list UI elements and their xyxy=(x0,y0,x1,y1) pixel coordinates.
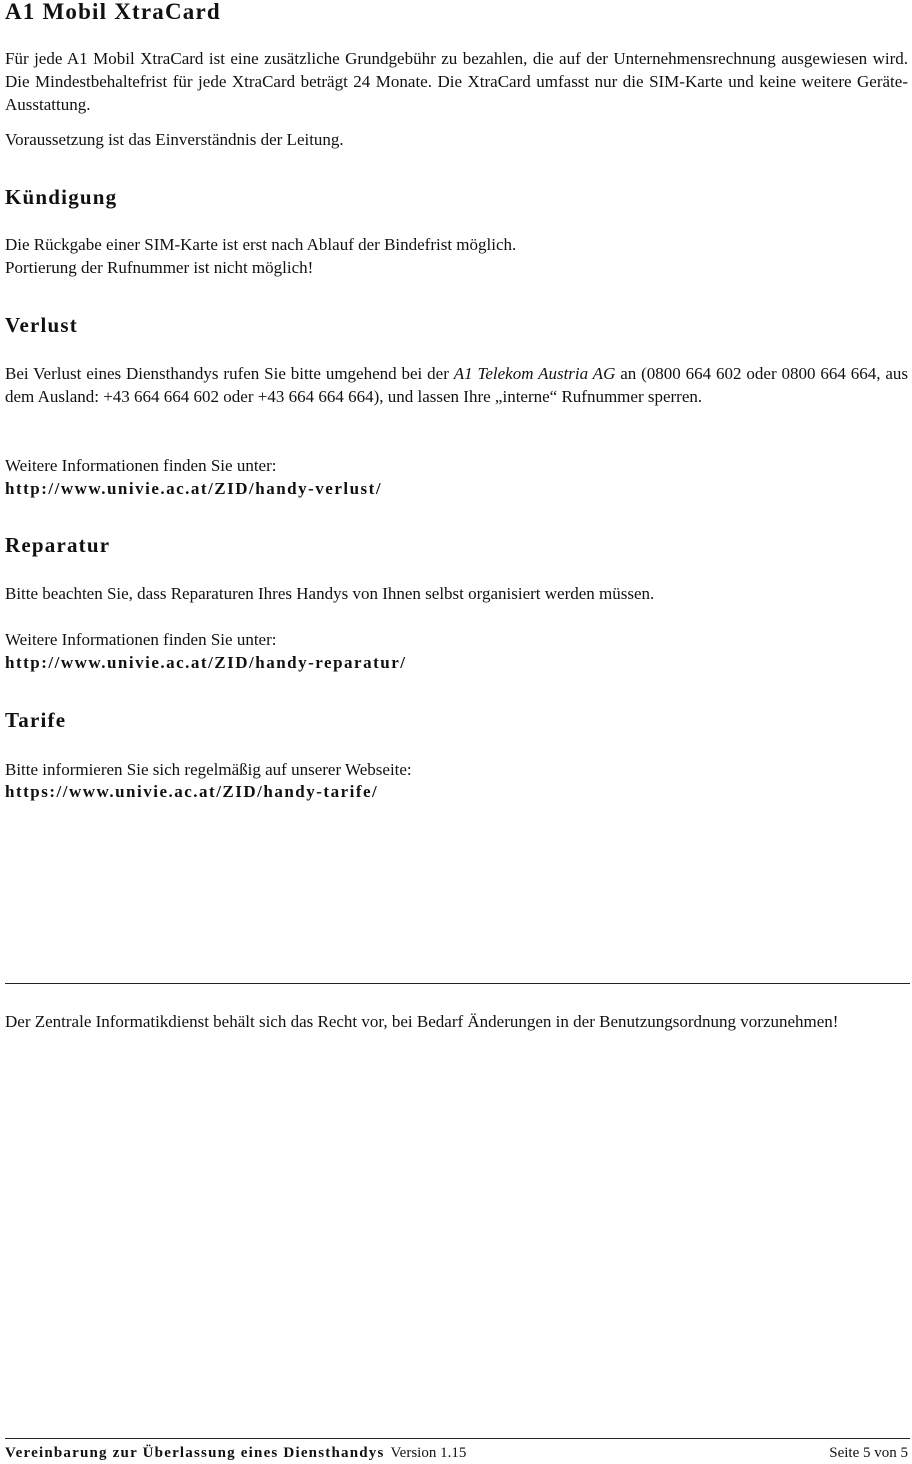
kuendigung-line-1: Die Rückgabe einer SIM-Karte ist erst nach Ablauf der Bindefrist möglich. xyxy=(5,235,517,254)
section-divider xyxy=(5,983,910,984)
xtracard-paragraph: Für jede A1 Mobil XtraCard ist eine zusätzliche Grundgebühr zu bezahlen, die auf der Unternehmensrechnung ausgewiesen wird. Die Mindestbehaltefrist für jede XtraCard beträgt 24 Monate. Die XtraCard umfasst nur die SIM-Karte und keine weitere Geräte-Ausstattung. xyxy=(5,49,908,114)
xtracard-requirement: Voraussetzung ist das Einverständnis der Leitung. xyxy=(5,130,344,149)
footer-left xyxy=(5,1443,466,1463)
reparatur-info-label: Weitere Informationen finden Sie unter: xyxy=(5,630,277,649)
section-heading-reparatur: Reparatur xyxy=(5,533,111,557)
verlust-text-after: an (0800 664 602 oder 0800 664 664, aus dem Ausland: +43 664 664 602 oder +43 664 664 664), und lassen Ihre „interne“ Rufnummer sperren. xyxy=(5,364,909,406)
verlust-text-before: Bei Verlust eines Diensthandys rufen Sie bitte umgehend bei der xyxy=(5,364,454,383)
reparatur-text: Bitte beachten Sie, dass Reparaturen Ihres Handys von Ihnen selbst organisiert werden müssen. xyxy=(5,584,655,603)
kuendigung-line-2: Portierung der Rufnummer ist nicht möglich! xyxy=(5,258,314,277)
footer-version: Version 1.15 xyxy=(390,1445,467,1461)
footer-document-title: Vereinbarung zur Überlassung eines Diensthandys xyxy=(5,1445,385,1461)
tarife-text: Bitte informieren Sie sich regelmäßig auf unserer Webseite: xyxy=(5,760,412,779)
section-heading-xtracard: A1 Mobil XtraCard xyxy=(5,0,221,24)
section-heading-kuendigung: Kündigung xyxy=(5,185,118,209)
reparatur-link[interactable]: http://www.univie.ac.at/ZID/handy-reparatur/ xyxy=(5,653,407,672)
closing-note: Der Zentrale Informatikdienst behält sich das Recht vor, bei Bedarf Änderungen in der Benutzungsordnung vorzunehmen! xyxy=(5,1012,839,1031)
footer-page-number: Seite 5 von 5 xyxy=(829,1445,908,1461)
verlust-paragraph xyxy=(5,362,908,408)
footer-rule xyxy=(5,1438,910,1439)
section-heading-tarife: Tarife xyxy=(5,708,67,732)
company-name: A1 Telekom Austria AG xyxy=(453,364,616,383)
verlust-link[interactable]: http://www.univie.ac.at/ZID/handy-verlust/ xyxy=(5,479,383,498)
section-heading-verlust: Verlust xyxy=(5,313,78,337)
verlust-info-label: Weitere Informationen finden Sie unter: xyxy=(5,456,277,475)
document-page xyxy=(5,0,908,1464)
page-footer xyxy=(5,1443,908,1463)
tarife-link[interactable]: https://www.univie.ac.at/ZID/handy-tarife/ xyxy=(5,782,379,801)
